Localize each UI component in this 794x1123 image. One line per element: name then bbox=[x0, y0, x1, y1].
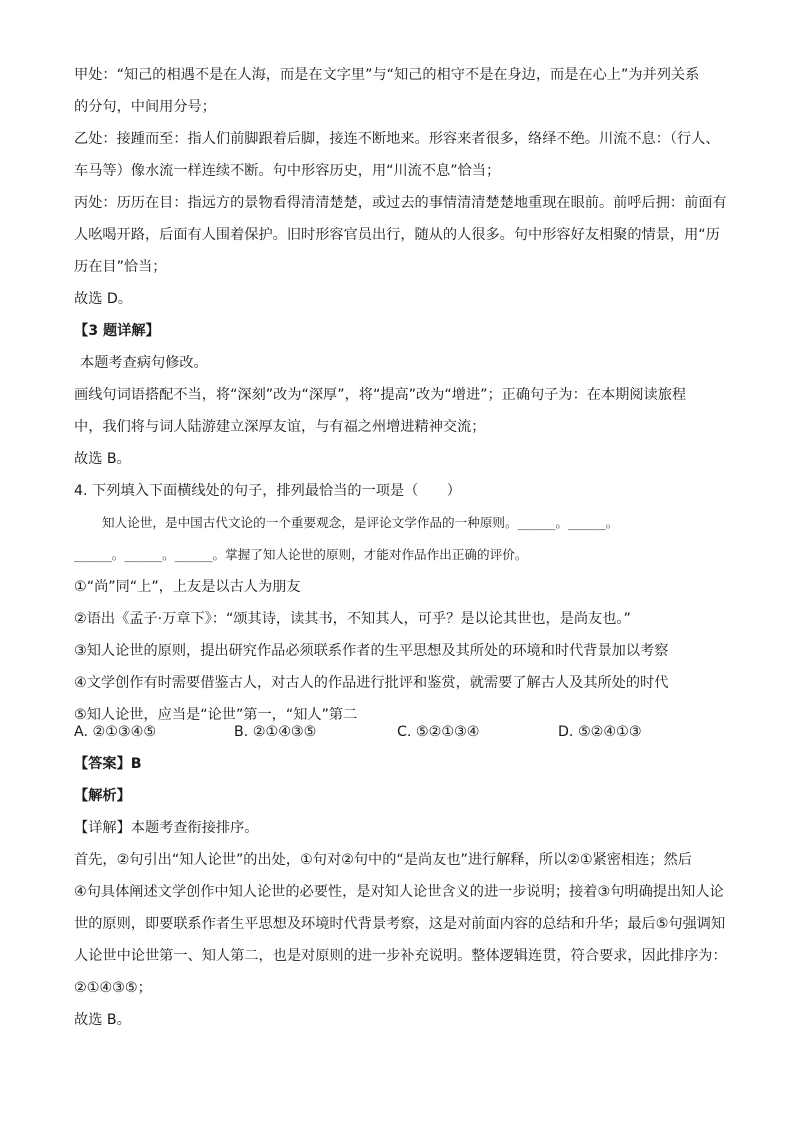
text-line: 中，我们将与词人陆游建立深厚友谊，与有福之州增进精神交流； bbox=[74, 419, 486, 435]
text-line: 车马等）像水流一样连续不断。句中形容历史，用“川流不息”恰当； bbox=[74, 163, 501, 179]
analysis-label: 【解析】 bbox=[74, 788, 131, 804]
option-b: B. ②①④③⑤ bbox=[234, 724, 317, 740]
sentence-item: ⑤知人论世，应当是“论世”第一，“知人”第二 bbox=[74, 707, 358, 723]
passage-line: ______。______。______。掌握了知人论世的原则，才能对作品作出正确的评价。 bbox=[74, 547, 528, 562]
detail-line: 【详解】本题考查衔接排序。 bbox=[74, 820, 259, 836]
text-line: 人论世中论世第一、知人第二，也是对原则的进一步补充说明。整体逻辑连贯，符合要求，因此排序为： bbox=[74, 948, 727, 964]
text-line: 本题考查病句修改。 bbox=[80, 355, 208, 371]
text-line: 乙处：接踵而至：指人们前脚跟着后脚，接连不断地来。形容来者很多，络绎不绝。川流不息：（行人、 bbox=[74, 131, 720, 147]
sentence-item: ①“尚”同“上”，上友是以古人为朋友 bbox=[74, 579, 301, 595]
answer-options bbox=[74, 722, 734, 742]
text-line: 的分句，中间用分号； bbox=[74, 99, 216, 115]
text-line: 画线句词语搭配不当，将“深刻”改为“深厚”，将“提高”改为“增进”；正确句子为：在本期阅读旅程 bbox=[74, 387, 687, 403]
sentence-item: ③知人论世的原则，提出研究作品必须联系作者的生平思想及其所处的环境和时代背景加以考察 bbox=[74, 643, 669, 659]
text-line: 首先，②句引出“知人论世”的出处，①句对②句中的“是尚友也”进行解释，所以②①紧密相连；然后 bbox=[74, 852, 692, 868]
section-heading: 【3 题详解】 bbox=[74, 323, 160, 339]
text-line: 故选 B。 bbox=[74, 1012, 131, 1028]
text-line: ②①④③⑤； bbox=[74, 980, 152, 996]
option-d: D. ⑤②④①③ bbox=[558, 724, 642, 740]
passage-line: 知人论世，是中国古代文论的一个重要观念，是评论文学作品的一种原则。______。______。 bbox=[102, 515, 619, 530]
sentence-item: ②语出《孟子·万章下》：“颂其诗，读其书，不知其人，可乎？是以论其世也，是尚友也。” bbox=[74, 611, 631, 627]
text-line: 故选 B。 bbox=[74, 451, 131, 467]
question-stem: 4. 下列填入下面横线处的句子，排列最恰当的一项是（ ） bbox=[74, 483, 461, 499]
sentence-item: ④文学创作有时需要借鉴古人，对古人的作品进行批评和鉴赏，就需要了解古人及其所处的时代 bbox=[74, 675, 669, 691]
text-line: 丙处：历历在目：指远方的景物看得清清楚楚，或过去的事情清清楚楚地重现在眼前。前呼后拥：前面有 bbox=[74, 195, 727, 211]
text-line: 故选 D。 bbox=[74, 291, 132, 307]
text-line: 人吆喝开路，后面有人围着保护。旧时形容官员出行，随从的人很多。句中形容好友相聚的情景，用“历 bbox=[74, 227, 720, 243]
text-line: ④句具体阐述文学创作中知人论世的必要性，是对知人论世含义的进一步说明；接着③句明确提出知人论 bbox=[74, 884, 724, 900]
text-line: 历在目”恰当； bbox=[74, 259, 167, 275]
text-line: 世的原则，即要联系作者生平思想及环境时代背景考察，这是对前面内容的总结和升华；最后⑤句强调知 bbox=[74, 916, 726, 932]
option-c: C. ⑤②①③④ bbox=[397, 724, 480, 740]
option-a: A. ②①③④⑤ bbox=[74, 724, 157, 740]
answer-label: 【答案】B bbox=[74, 756, 142, 772]
text-line: 甲处：“知己的相遇不是在人海，而是在文字里”与“知己的相守不是在身边，而是在心上”为并列关系 bbox=[74, 67, 700, 83]
